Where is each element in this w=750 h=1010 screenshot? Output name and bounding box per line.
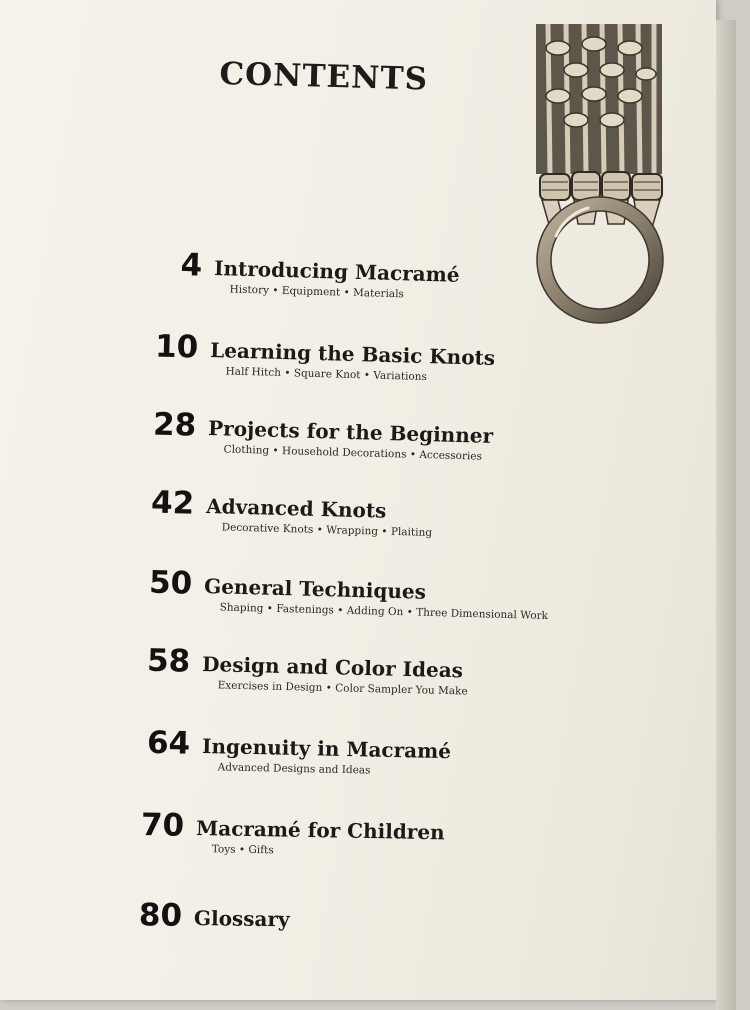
toc-entry-children[interactable] <box>140 807 445 859</box>
toc-entry-design-color[interactable] <box>146 642 469 698</box>
toc-chapter-title: Macramé for Children <box>195 816 445 845</box>
toc-entry-advanced-knots[interactable] <box>150 484 433 539</box>
toc-entry-introducing-macrame[interactable] <box>180 247 460 302</box>
toc-page-number: 80 <box>138 897 183 934</box>
toc-chapter-title: Introducing Macramé <box>213 256 460 287</box>
toc-chapter-topics: Exercises in Design • Color Sampler You Make <box>217 679 468 698</box>
toc-entry-glossary[interactable] <box>138 897 290 934</box>
toc-chapter-title: Ingenuity in Macramé <box>201 734 452 764</box>
toc-chapter-topics: Half Hitch • Square Knot • Variations <box>225 365 428 384</box>
toc-chapter-topics: Shaping • Fastenings • Adding On • Three Dimensional Work <box>219 601 549 623</box>
toc-page-number: 4 <box>180 247 203 284</box>
toc-page-number: 28 <box>152 406 197 444</box>
toc-chapter-topics: Decorative Knots • Wrapping • Plaiting <box>221 521 433 539</box>
toc-page-number: 58 <box>146 642 191 680</box>
toc-chapter-title: Glossary <box>193 906 290 932</box>
page-title: CONTENTS <box>219 56 429 98</box>
toc-chapter-title: Advanced Knots <box>205 494 387 523</box>
toc-entry-projects-beginner[interactable] <box>152 406 494 463</box>
toc-page-number: 64 <box>146 724 191 762</box>
toc-entry-ingenuity[interactable] <box>146 724 452 778</box>
toc-page-number: 70 <box>140 807 185 844</box>
toc-chapter-title: General Techniques <box>203 574 427 604</box>
page-edge <box>716 20 736 1010</box>
macrame-ring-illustration <box>528 24 674 324</box>
toc-entry-basic-knots[interactable] <box>154 328 496 385</box>
toc-chapter-title: Design and Color Ideas <box>201 652 464 683</box>
toc-chapter-topics: History • Equipment • Materials <box>229 283 405 301</box>
toc-page-number: 50 <box>148 564 193 602</box>
toc-chapter-title: Projects for the Beginner <box>207 416 494 448</box>
toc-chapter-title: Learning the Basic Knots <box>209 338 496 370</box>
toc-chapter-topics: Advanced Designs and Ideas <box>217 761 371 777</box>
toc-page-number: 42 <box>150 484 195 522</box>
toc-entry-general-techniques[interactable] <box>148 564 549 623</box>
toc-chapter-topics: Clothing • Household Decorations • Accessories <box>223 443 483 463</box>
toc-page-number: 10 <box>154 328 199 366</box>
toc-chapter-topics: Toys • Gifts <box>211 843 274 857</box>
